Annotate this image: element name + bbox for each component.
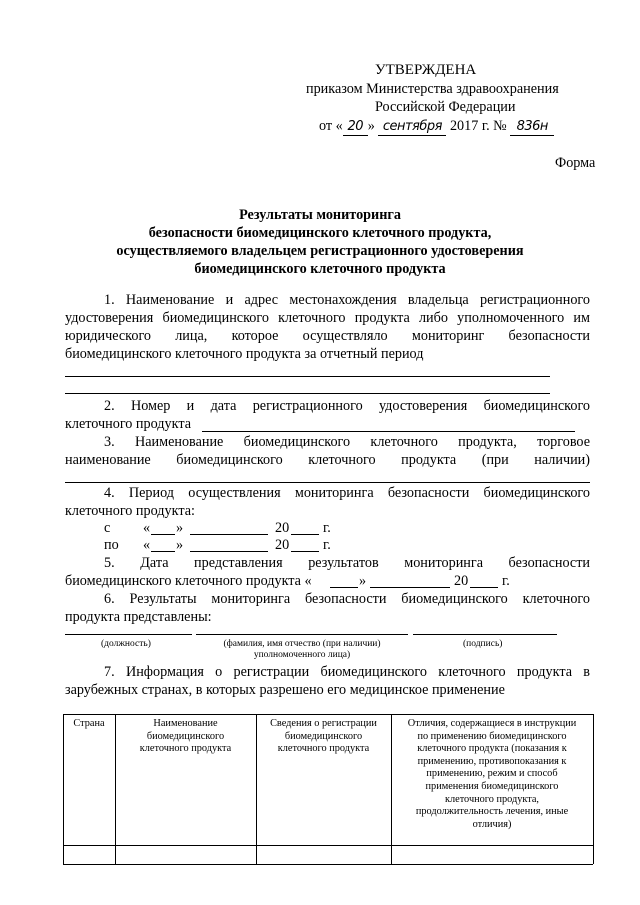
item5-year[interactable] xyxy=(470,587,498,588)
table-cell-product-name-empty[interactable] xyxy=(116,846,255,863)
period-to-day[interactable] xyxy=(151,551,175,552)
table-border-top xyxy=(63,714,593,715)
table-header-product-name-line-1: Наименование xyxy=(153,718,218,729)
table-header-registration-line-2: биомедицинского xyxy=(284,730,363,742)
approval-line-1: приказом Министерства здравоохранения xyxy=(306,81,559,97)
table-header-registration-line-3: клеточного продукта xyxy=(277,743,370,755)
period-from-quote-open: « xyxy=(143,520,151,536)
table-header-differences xyxy=(391,718,593,831)
approval-title: УТВЕРЖДЕНА xyxy=(375,62,477,78)
period-from-year[interactable] xyxy=(291,534,319,535)
table-header-registration-line-1: Сведения о регистрации xyxy=(270,718,377,729)
table-header-differences-line-3: клеточного продукта (показания к xyxy=(417,743,567,755)
item3-line-2: наименование биомедицинского клеточного продукта (при наличии) xyxy=(65,452,590,468)
signature-sign-line[interactable] xyxy=(413,634,557,635)
table-header-differences-line-8: продолжительность лечения, иные xyxy=(415,806,569,818)
table-header-differences-line-6: применения биомедицинского xyxy=(425,780,559,792)
period-from-year-prefix: 20 xyxy=(275,520,290,536)
period-to-quote-open: « xyxy=(143,537,151,553)
heading-line-3: осуществляемого владельцем регистрационного удостоверения xyxy=(116,243,524,259)
signature-position-line[interactable] xyxy=(65,634,192,635)
item2-line-2: клеточного продукта xyxy=(65,416,191,432)
period-from-month[interactable] xyxy=(190,534,268,535)
period-to-year-suffix: г. xyxy=(323,537,331,553)
signature-sign-caption: (подпись) xyxy=(463,639,503,649)
approval-date-month: сентября xyxy=(378,118,446,136)
table-header-differences-line-4: применению, противопоказания к xyxy=(417,755,567,767)
item1-line-4: биомедицинского клеточного продукта за отчетный период xyxy=(65,346,424,362)
approval-date-year: 2017 г. № xyxy=(449,118,507,134)
item6-line-1: 6. Результаты мониторинга безопасности биомедицинского клеточного xyxy=(104,591,590,607)
item7-line-2: зарубежных странах, в которых разрешено его медицинское применение xyxy=(65,682,505,698)
heading-line-1: Результаты мониторинга xyxy=(239,207,401,223)
approval-date-mid: » xyxy=(367,118,375,134)
item1-fill-line-1[interactable] xyxy=(65,376,550,377)
item5-year-prefix: 20 xyxy=(454,573,469,589)
table-cell-differences-empty[interactable] xyxy=(392,846,592,863)
table-header-product-name-line-3: клеточного продукта xyxy=(139,743,232,755)
item5-year-suffix: г. xyxy=(502,573,510,589)
approval-date-prefix: от « xyxy=(319,118,343,134)
item3-fill-line[interactable] xyxy=(65,482,590,483)
table-border-bottom xyxy=(63,864,593,865)
form-label: Форма xyxy=(555,155,596,171)
table-header-country xyxy=(63,718,115,731)
item4-line-1: 4. Период осуществления мониторинга безопасности биомедицинского xyxy=(104,485,590,501)
item3-line-1: 3. Наименование биомедицинского клеточного продукта, торговое xyxy=(104,434,590,450)
heading-line-4: биомедицинского клеточного продукта xyxy=(194,261,446,277)
item5-month[interactable] xyxy=(370,587,450,588)
table-header-differences-line-1: Отличия, содержащиеся в инструкции xyxy=(407,718,577,729)
item1-line-1: 1. Наименование и адрес местонахождения владельца регистрационного xyxy=(104,292,590,308)
signature-name-caption-1: (фамилия, имя отчество (при наличии) xyxy=(223,639,381,649)
table-header-product-name xyxy=(115,718,256,756)
heading-line-2: безопасности биомедицинского клеточного продукта, xyxy=(148,225,492,241)
signature-position-caption: (должность) xyxy=(101,639,151,649)
period-to-year[interactable] xyxy=(291,551,319,552)
page-title xyxy=(60,206,580,278)
item2-line-1: 2. Номер и дата регистрационного удостоверения биомедицинского xyxy=(104,398,590,414)
period-to-quote-close: » xyxy=(176,537,184,553)
table-header-differences-line-5: применению, режим и способ xyxy=(426,768,558,780)
period-from-quote-close: » xyxy=(176,520,184,536)
table-header-differences-line-2: по применению биомедицинского xyxy=(417,730,567,742)
item5-line-2-prefix: биомедицинского клеточного продукта « xyxy=(65,573,312,589)
table-cell-registration-empty[interactable] xyxy=(257,846,390,863)
item5-line-1: 5. Дата представления результатов мониторинга безопасности xyxy=(104,555,590,571)
period-from-year-suffix: г. xyxy=(323,520,331,536)
signature-name-caption xyxy=(196,639,408,661)
period-from-day[interactable] xyxy=(151,534,175,535)
table-col-line-0 xyxy=(63,714,64,864)
table-cell-country-empty[interactable] xyxy=(64,846,114,863)
item7-line-1: 7. Информация о регистрации биомедицинского клеточного продукта в xyxy=(104,664,590,680)
item1-line-2: удостоверения биомедицинского клеточного продукта либо уполномоченного им xyxy=(65,310,590,326)
approval-date xyxy=(319,118,554,136)
approval-line-2: Российской Федерации xyxy=(375,99,516,115)
item5-quote-close: » xyxy=(359,573,367,589)
signature-name-caption-2: уполномоченного лица) xyxy=(253,650,351,660)
period-from-label: с xyxy=(104,520,111,536)
table-header-differences-line-7: клеточного продукта, xyxy=(444,793,540,805)
period-to-label: по xyxy=(104,537,119,553)
approval-date-day: 20 xyxy=(343,118,368,136)
table-header-country-line: Страна xyxy=(73,718,105,729)
item2-fill-line[interactable] xyxy=(202,431,575,432)
table-header-registration xyxy=(256,718,391,756)
table-col-line-4 xyxy=(593,714,594,864)
item6-line-2: продукта представлены: xyxy=(65,609,212,625)
table-header-product-name-line-2: биомедицинского xyxy=(146,730,225,742)
item5-day[interactable] xyxy=(330,587,358,588)
item4-line-2: клеточного продукта: xyxy=(65,503,195,519)
period-to-year-prefix: 20 xyxy=(275,537,290,553)
item1-line-3: юридического лица, которое осуществляло мониторинг безопасности xyxy=(65,328,590,344)
order-number: 836н xyxy=(510,118,554,136)
item1-fill-line-2[interactable] xyxy=(65,393,550,394)
signature-name-line[interactable] xyxy=(196,634,408,635)
period-to-month[interactable] xyxy=(190,551,268,552)
table-header-differences-line-9: отличия) xyxy=(472,818,512,830)
